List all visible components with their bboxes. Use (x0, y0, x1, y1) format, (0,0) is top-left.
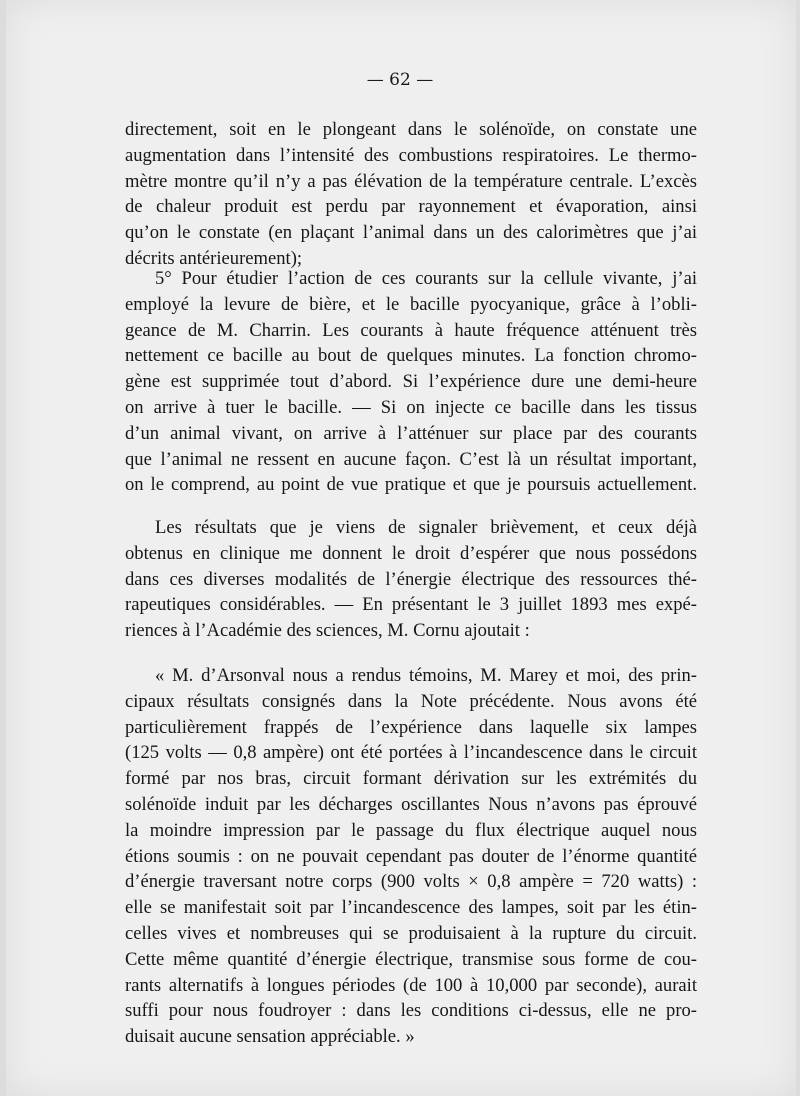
text-line: 5° Pour étudier l’action de ces courants sur la cellule vivante, j’ai (155, 268, 697, 289)
text-line: augmentation dans l’intensité des combustions respiratoires. Le thermo- (125, 144, 697, 166)
paragraph-1 (125, 117, 697, 272)
text-line: celles vives et nombreuses qui se produisaient à la rupture du circuit. (125, 922, 697, 944)
text-line: obtenus en clinique me donnent le droit d’espérer que nous possédons (125, 542, 697, 564)
text-line: particulièrement frappés de l’expérience dans laquelle six lampes (125, 716, 697, 738)
text-line: d’un animal vivant, on arrive à l’atténuer sur place par des courants (125, 422, 697, 444)
text-line: formé par nos bras, circuit formant dérivation sur les extrémités du (125, 768, 697, 790)
text-line: duisait aucune sensation appréciable. » (125, 1026, 415, 1048)
text-line: on le comprend, au point de vue pratique et que je poursuis actuellement. (125, 474, 697, 496)
quotation-paragraph (125, 663, 697, 1050)
text-line: elle se manifestait soit par l’incandescence des lampes, soit par les étin- (125, 897, 697, 919)
text-line: « M. d’Arsonval nous a rendus témoins, M. Marey et moi, des prin- (155, 665, 697, 686)
text-line: Cette même quantité d’énergie électrique, transmise sous forme de cou- (125, 948, 697, 970)
text-line: employé la levure de bière, et le bacille pyocyanique, grâce à l’obli- (125, 293, 697, 315)
text-line: la moindre impression par le passage du flux électrique auquel nous (125, 819, 697, 841)
text-line: dans ces diverses modalités de l’énergie électrique des ressources thé- (125, 568, 697, 590)
paragraph-2 (125, 266, 697, 498)
text-line: décrits antérieurement); (125, 247, 303, 269)
text-line: solénoïde induit par les décharges oscillantes Nous n’avons pas éprouvé (125, 793, 697, 815)
text-line: (125 volts — 0,8 ampère) ont été portées à l’incandescence dans le circuit (125, 742, 697, 764)
text-line: directement, soit en le plongeant dans le solénoïde, on constate une (125, 119, 697, 140)
text-line: nettement ce bacille au bout de quelques minutes. La fonction chromo- (125, 345, 697, 367)
text-line: que l’animal ne ressent en aucune façon. C’est là un résultat important, (125, 448, 697, 470)
text-line: suffi pour nous foudroyer : dans les conditions ci-dessus, elle ne pro- (125, 1000, 697, 1022)
text-line: étions soumis : on ne pouvait cependant pas douter de l’énorme quantité (125, 845, 697, 867)
text-line: de chaleur produit est perdu par rayonnement et évaporation, ainsi (125, 196, 697, 218)
page-number: — 62 — (366, 70, 434, 90)
text-line: on arrive à tuer le bacille. — Si on injecte ce bacille dans les tissus (125, 396, 697, 418)
text-line: cipaux résultats consignés dans la Note précédente. Nous avons été (125, 690, 697, 712)
paragraph-3 (125, 515, 697, 644)
text-line: rapeutiques considérables. — En présentant le 3 juillet 1893 mes expé- (125, 594, 697, 616)
text-line: Les résultats que je viens de signaler brièvement, et ceux déjà (155, 517, 697, 538)
text-line: mètre montre qu’il n’y a pas élévation de la température centrale. L’excès (125, 170, 697, 192)
text-line: geance de M. Charrin. Les courants à haute fréquence atténuent très (125, 319, 697, 341)
text-line: gène est supprimée tout d’abord. Si l’expérience dure une demi-heure (125, 371, 697, 393)
text-line: qu’on le constate (en plaçant l’animal dans un des calorimètres que j’ai (125, 222, 697, 244)
text-line: rants alternatifs à longues périodes (de 100 à 10,000 par seconde), aurait (125, 974, 697, 996)
text-line: d’énergie traversant notre corps (900 volts × 0,8 ampère = 720 watts) : (125, 871, 697, 893)
text-line: riences à l’Académie des sciences, M. Cornu ajoutait : (125, 620, 530, 642)
